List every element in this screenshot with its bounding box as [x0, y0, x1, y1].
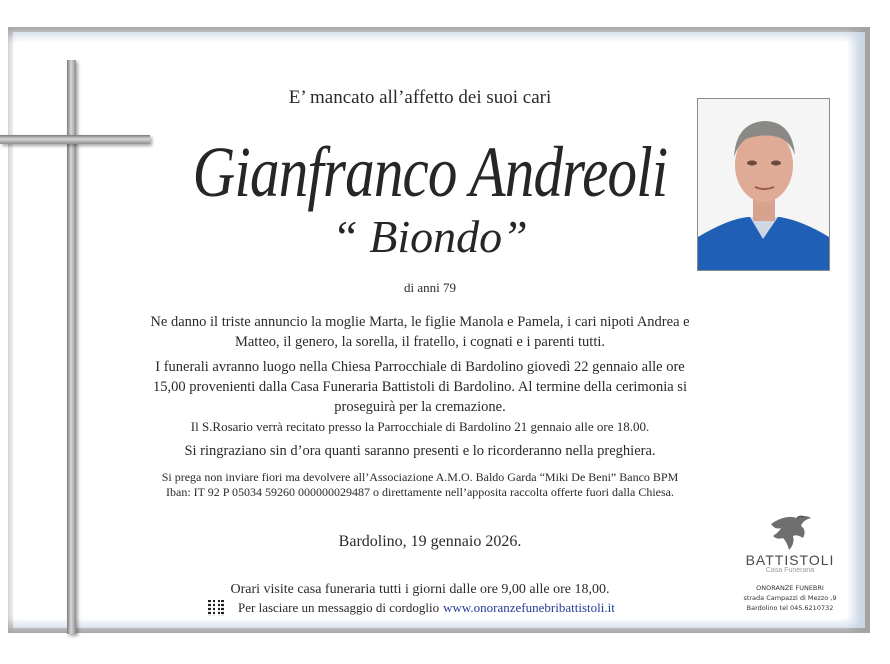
funeral-home-subtitle: Casa Funeraria	[765, 567, 815, 574]
cross-icon	[67, 60, 76, 634]
flowers-paragraph: Si prega non inviare fiori ma devolvere all’Associazione A.M.O. Baldo Garda “Miki De Beni” Banco BPM Iban: IT 92 P 05034 59260 000000029487 o direttamente nell’apposita raccolta offerte fuori dalla Chiesa.	[161, 470, 679, 499]
deceased-name: Gianfranco Andreoli	[192, 132, 668, 212]
thanks-paragraph: Si ringraziano sin d’ora quanti saranno presenti e lo ricorderanno nella preghiera.	[184, 443, 656, 459]
funeral-home-info	[730, 583, 850, 613]
deceased-age: di anni 79	[404, 280, 456, 295]
place-date: Bardolino, 19 gennaio 2026.	[338, 533, 522, 550]
cross-icon-arm	[0, 135, 150, 144]
intro-text: E’ mancato all’affetto dei suoi cari	[288, 87, 552, 108]
rosary-paragraph: Il S.Rosario verrà recitato presso la Parrocchiale di Bardolino 21 gennaio alle ore 18.00.	[190, 419, 650, 434]
funeral-home-name: BATTISTOLI	[745, 552, 835, 568]
funeral-home-logo	[740, 512, 840, 574]
condolence-line	[208, 600, 615, 616]
funeral-paragraph: I funerali avranno luogo nella Chiesa Parrocchiale di Bardolino giovedì 22 gennaio alle ore 15,00 provenienti dalla Casa Funeraria Battistoli di Bardolino. Al termine della cerimonia si proseguirà per la cremazione.	[153, 359, 687, 415]
announcement-paragraph: Ne danno il triste annuncio la moglie Marta, le figlie Manola e Pamela, i cari nipoti Andrea e Matteo, il genero, la sorella, il fratello, i cognati e i parenti tutti.	[150, 314, 690, 350]
deceased-nickname: “ Biondo”	[332, 211, 528, 262]
funeral-home-address: strada Campazzi di Mezzo ,9	[743, 594, 837, 602]
funeral-home-phone: Bardolino tel 045.6210732	[746, 604, 834, 612]
portrait-photo	[697, 98, 830, 271]
eagle-logo-icon	[767, 512, 813, 552]
funeral-home-line1: ONORANZE FUNEBRI	[756, 584, 824, 592]
condolence-link[interactable]: www.onoranzefunebribattistoli.it	[443, 600, 615, 615]
visiting-hours: Orari visite casa funeraria tutti i giorni dalle ore 9,00 alle ore 18,00.	[230, 582, 610, 597]
qr-code-icon[interactable]	[208, 600, 224, 616]
condolence-text: Per lasciare un messaggio di cordoglio	[238, 600, 440, 615]
